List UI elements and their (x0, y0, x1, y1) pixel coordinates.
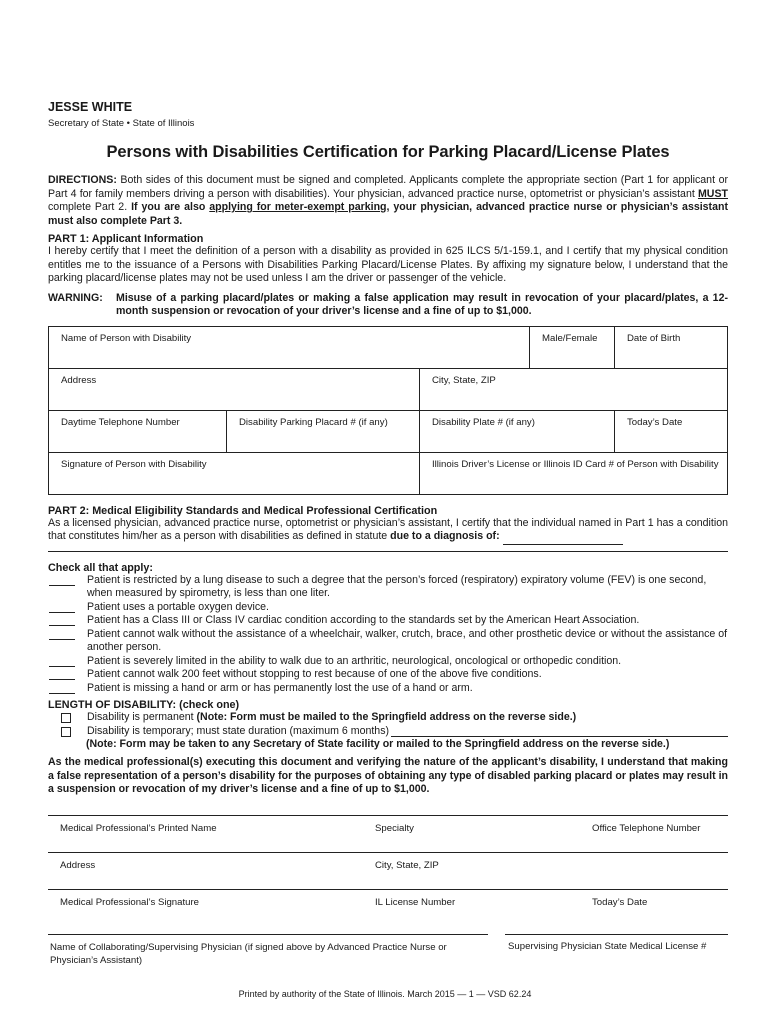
medical-row-2[interactable]: Address City, State, ZIP (48, 852, 728, 889)
field-plate[interactable]: Disability Plate # (if any) (420, 410, 615, 452)
part1-heading: PART 1: Applicant Information (48, 233, 204, 245)
condition-check-blank[interactable] (49, 655, 75, 667)
condition-text: Patient is missing a hand or arm or has permanently lost the use of a hand or arm. (87, 681, 473, 694)
condition-check-blank[interactable] (49, 668, 75, 680)
field-placard[interactable]: Disability Parking Placard # (if any) (227, 410, 420, 452)
condition-item (48, 614, 728, 628)
part2-text: As a licensed physician, advanced practice nurse, optometrist or physician’s assistant, I certify that the individual named in Part 1 has a condition that constitutes him/her as a person with disabilities as defined in statute due to a diagnosis of: (48, 517, 728, 545)
condition-check-blank[interactable] (49, 601, 75, 613)
condition-item (48, 601, 728, 615)
condition-item (48, 668, 728, 682)
field-sex[interactable]: Male/Female (530, 326, 615, 368)
length-temporary: Disability is temporary; must state duration (maximum 6 months) (48, 725, 728, 739)
field-today[interactable]: Today’s Date (615, 410, 728, 452)
condition-text: Patient cannot walk 200 feet without stopping to rest because of one of the above five conditions. (87, 668, 542, 680)
field-license[interactable]: Illinois Driver’s License or Illinois ID Card # of Person with Disability (420, 452, 728, 494)
warning: WARNING: Misuse of a parking placard/plates or making a false application may result in revocation of your placard/plates, a 12-month suspension or revocation of your driver’s license and a fine of up to $1,000. (48, 291, 728, 317)
field-dob[interactable]: Date of Birth (615, 326, 728, 368)
condition-item (48, 574, 728, 601)
length-heading: LENGTH OF DISABILITY: (check one) (48, 699, 240, 711)
condition-checklist (48, 574, 728, 696)
condition-text: Patient is severely limited in the ability to walk due to an arthritic, neurological, oncological or orthopedic condition. (87, 654, 622, 667)
field-city[interactable]: City, State, ZIP (420, 368, 728, 410)
condition-text: Patient has a Class III or Class IV cardiac condition according to the standards set by the American Heart Association. (87, 614, 640, 626)
applicant-fields (48, 326, 728, 495)
secretary-subtitle: Secretary of State • State of Illinois (48, 118, 195, 129)
check-heading: Check all that apply: (48, 561, 153, 574)
footer: Printed by authority of the State of Illinois. March 2015 — 1 — VSD 62.24 (238, 989, 532, 999)
field-address[interactable]: Address (49, 368, 420, 410)
field-phone[interactable]: Daytime Telephone Number (49, 410, 227, 452)
condition-check-blank[interactable] (49, 574, 75, 586)
field-name[interactable]: Name of Person with Disability (49, 326, 530, 368)
condition-item (48, 682, 728, 696)
field-signature[interactable]: Signature of Person with Disability (49, 452, 420, 494)
condition-check-blank[interactable] (49, 614, 75, 626)
condition-text: Patient is restricted by a lung disease to such a degree that the person’s forced (respiratory) expiratory volume (FEV) is one second, when measured by spirometry, is less than one liter. (87, 573, 707, 599)
secretary-name: JESSE WHITE (48, 100, 133, 114)
condition-check-blank[interactable] (49, 628, 75, 640)
part2-heading: PART 2: Medical Eligibility Standards and Medical Professional Certification (48, 504, 438, 517)
directions: DIRECTIONS: Both sides of this document must be signed and completed. Applicants complete the appropriate section (Part 1 for applicant or Part 4 for family members driving a person with disabilities). Your physician, advanced practice nurse, optometrist or physician’s assistant MUST complete Part 2. If you are also applying for meter-exempt parking, your physician, advanced practice nurse or physician’s assistant must also complete Part 3. (48, 174, 728, 227)
condition-item (48, 628, 728, 655)
condition-item (48, 655, 728, 669)
part1-text: I hereby certify that I meet the definition of a person with a disability as provided in 625 ILCS 5/1-159.1, and I certify that my physical condition entitles me to the issuance of a Persons with Disabilities Parking Placard/License Plates. By affixing my signature below, I understand that the parking placard/license plates may not be used unless I am the driver or passenger of the vehicle. (48, 245, 728, 284)
permanent-checkbox[interactable] (61, 713, 71, 723)
duration-input[interactable] (391, 725, 728, 737)
diagnosis-input[interactable] (503, 530, 623, 545)
form-page (48, 96, 728, 974)
temporary-checkbox[interactable] (61, 727, 71, 737)
form-title: Persons with Disabilities Certification for Parking Placard/License Plates (106, 143, 670, 161)
attestation: As the medical professional(s) executing this document and verifying the nature of the applicant’s disability, I understand that making a false representation of a person’s disability for the purposes of obtaining any type of disabled parking placard or plates may result in a suspension or revocation of my driver’s license and a fine of up to $1,000. (48, 756, 728, 795)
diagnosis-line[interactable] (48, 551, 728, 552)
medical-row-3[interactable]: Medical Professional’s Signature IL License Number Today’s Date (48, 889, 728, 926)
collaborating-physician-row[interactable]: Name of Collaborating/Supervising Physician (if signed above by Advanced Practice Nurse or Physician’s Assistant) Supervising Physician State Medical License # (48, 934, 728, 974)
condition-text: Patient uses a portable oxygen device. (87, 600, 269, 613)
condition-check-blank[interactable] (49, 682, 75, 694)
condition-text: Patient cannot walk without the assistance of a wheelchair, walker, crutch, brace, and other prosthetic device or without the assistance of another person. (87, 627, 728, 653)
medical-row-1[interactable]: Medical Professional’s Printed Name Specialty Office Telephone Number (48, 815, 728, 852)
temporary-note: (Note: Form may be taken to any Secretary of State facility or mailed to the Springfield address on the reverse side.) (86, 738, 670, 750)
length-permanent: Disability is permanent (Note: Form must be mailed to the Springfield address on the reverse side.) (48, 711, 728, 725)
